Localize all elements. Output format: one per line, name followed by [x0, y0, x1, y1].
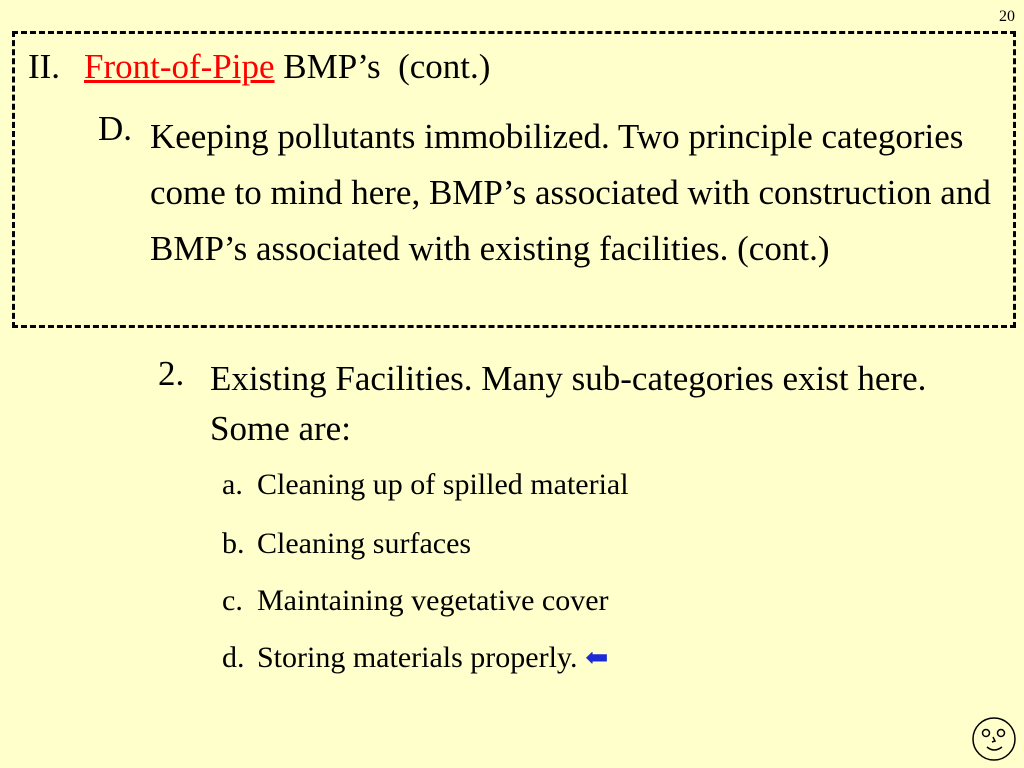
heading-title-rest: BMP’s (cont.) [274, 47, 491, 86]
section-heading [28, 47, 490, 87]
subitem-a [222, 468, 629, 502]
subitem-label: c. [222, 584, 243, 617]
subitem-text: Cleaning up of spilled material [257, 468, 629, 501]
slide-number: 20 [999, 8, 1015, 25]
subitem-label: d. [222, 641, 245, 674]
point-d-label: D. [98, 109, 133, 148]
smiley-face-icon [971, 716, 1017, 762]
subitem-c [222, 584, 609, 618]
subitem-label: a. [222, 468, 243, 501]
subitem-text: Maintaining vegetative cover [257, 584, 609, 617]
subitem-label: b. [222, 527, 245, 560]
heading-title-link[interactable]: Front-of-Pipe [84, 47, 275, 86]
subitem-text: Storing materials properly. [257, 641, 578, 674]
subitem-text: Cleaning surfaces [257, 527, 472, 560]
heading-numeral: II. [28, 47, 61, 86]
point-d-text: Keeping pollutants immobilized. Two principle categories come to mind here, BMP’s associated with construction and BMP’s associated with existing facilities. (cont.) [150, 117, 991, 268]
point-2-text: Existing Facilities. Many sub-categories exist here. Some are: [210, 359, 927, 448]
subitem-d [222, 641, 608, 675]
point-2-label: 2. [158, 354, 185, 393]
subitem-b [222, 527, 471, 561]
left-arrow-icon[interactable]: ⬅ [584, 643, 609, 674]
